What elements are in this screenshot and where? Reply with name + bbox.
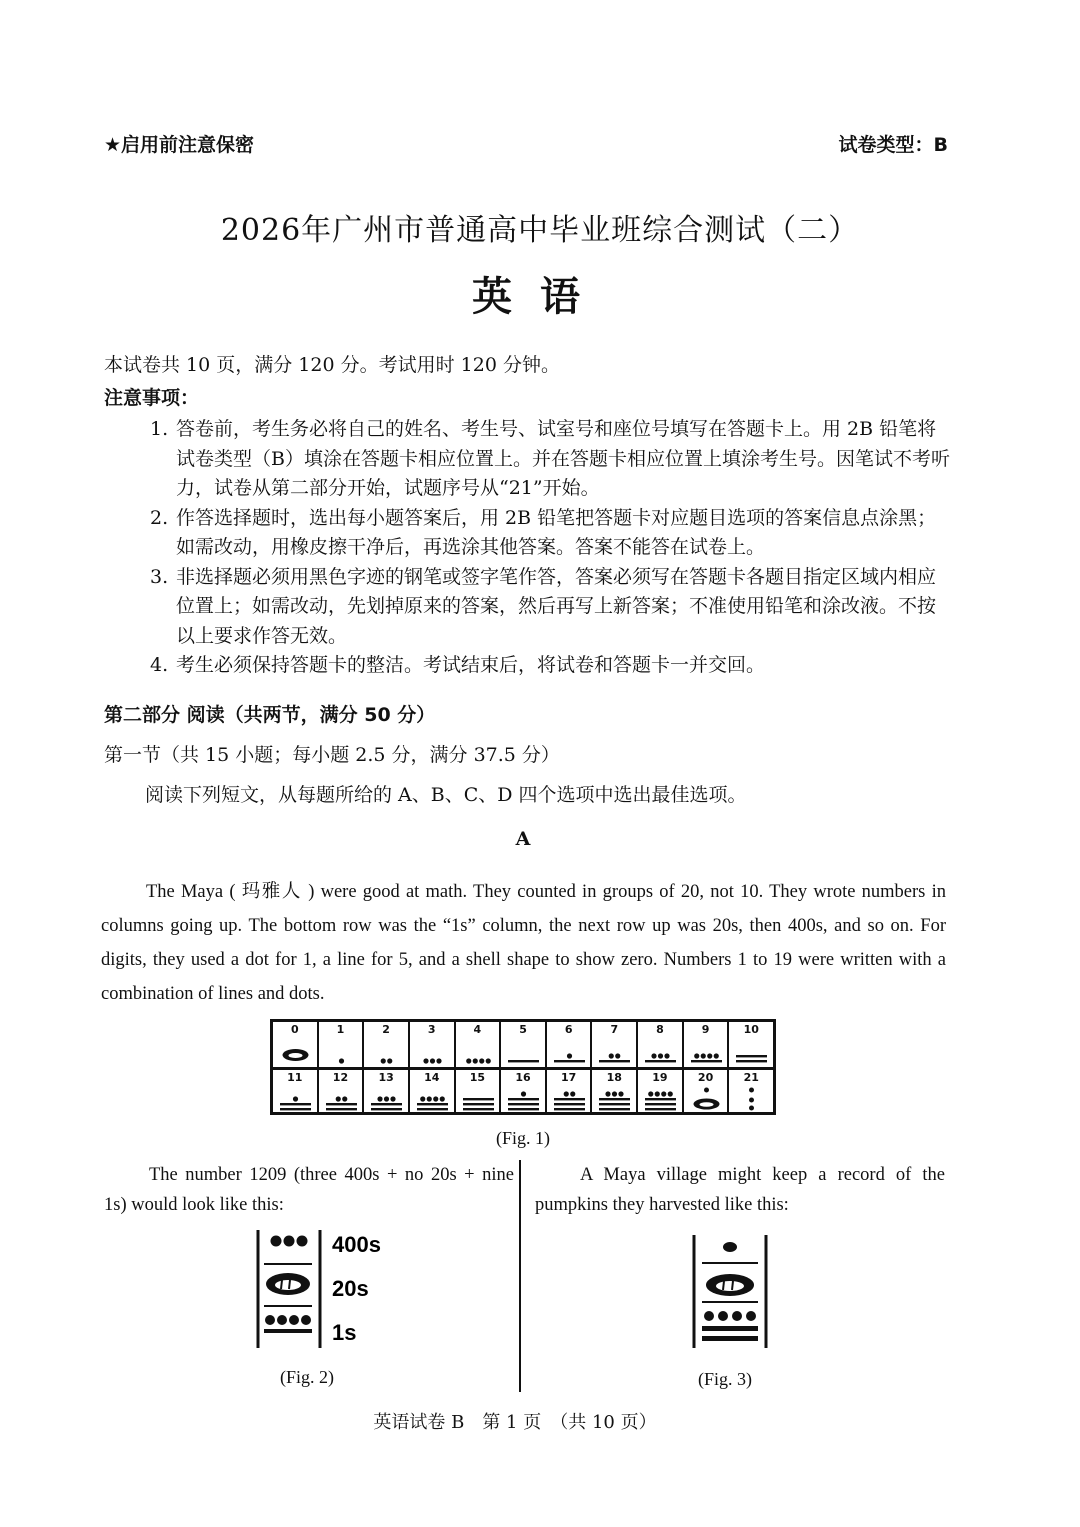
numeral-label: 3 bbox=[427, 1023, 436, 1036]
numeral-label: 11 bbox=[287, 1071, 303, 1084]
notice-list bbox=[150, 415, 950, 681]
numeral-label: 12 bbox=[332, 1071, 349, 1084]
paper-type: 试卷类型：B bbox=[838, 134, 948, 156]
numeral-cell bbox=[592, 1070, 638, 1115]
numeral-cell bbox=[364, 1022, 410, 1067]
fig1-caption: (Fig. 1) bbox=[496, 1128, 550, 1148]
numeral-label: 20 bbox=[697, 1071, 714, 1084]
intro-text: 本试卷共 10 页，满分 120 分。考试用时 120 分钟。 bbox=[104, 354, 560, 376]
numeral-label: 9 bbox=[701, 1023, 710, 1036]
subject-title: 英语 bbox=[472, 274, 608, 320]
numeral-cell bbox=[273, 1070, 319, 1115]
exam-title: 2026年广州市普通高中毕业班综合测试（二） bbox=[220, 213, 860, 248]
numeral-cell bbox=[638, 1022, 684, 1067]
left-column-text: The number 1209 (three 400s + no 20s + nine 1s) would look like this: bbox=[104, 1165, 514, 1215]
numeral-label: 16 bbox=[515, 1071, 531, 1084]
passage-paragraph: The Maya ( 玛雅人 ) were good at math. They counted in groups of 20, not 10. They wrote numbers in columns going up. The bottom row was the “1s” column, the next row up was 20s, then 400s, and so on. For digits, they used a dot for 1, a line for 5, and a shell shape to show zero. Numbers 1 to 19 were written with a combination of lines and dots. bbox=[101, 882, 946, 1004]
numeral-cell bbox=[729, 1022, 773, 1067]
numeral-label: 2 bbox=[382, 1023, 390, 1036]
fig2-label-20s: 20s bbox=[332, 1276, 369, 1301]
numeral-cell bbox=[729, 1070, 773, 1115]
numeral-label: 1 bbox=[336, 1023, 345, 1036]
notice-item: 4. 考生必须保持答题卡的整洁。考试结束后，将试卷和答题卡一并交回。 bbox=[150, 654, 766, 676]
four-dots-icon bbox=[704, 1311, 756, 1321]
five-bar-icon bbox=[264, 1329, 312, 1333]
numeral-row bbox=[273, 1067, 773, 1115]
right-column-text: A Maya village might keep a record of the pumpkins they harvested like this: bbox=[535, 1165, 945, 1215]
notice-item: 2. 作答选择题时，选出每小题答案后，用 2B 铅笔把答题卡对应题目选项的答案信息点涂黑；如需改动，用橡皮擦干净后，再选涂其他答案。答案不能答在试卷上。 bbox=[150, 506, 937, 558]
numeral-label: 21 bbox=[743, 1071, 759, 1084]
numeral-label: 10 bbox=[743, 1023, 759, 1036]
maya-numeral-table bbox=[270, 1019, 776, 1115]
notice-item: 1. 答卷前，考生务必将自己的姓名、考生号、试室号和座位号填写在答题卡上。用 2B 铅笔将试卷类型（B）填涂在答题卡相应位置上。并在答题卡相应位置上填涂考生号。因笔试不考听力，试卷从第二部分开始，试题序号从“21”开始。 bbox=[150, 418, 950, 499]
numeral-cell bbox=[547, 1022, 593, 1067]
two-bars-icon bbox=[702, 1326, 758, 1341]
numeral-label: 18 bbox=[606, 1071, 622, 1084]
part-heading: 第二部分 阅读（共两节，满分 50 分） bbox=[104, 704, 436, 726]
numeral-cell bbox=[319, 1022, 365, 1067]
notice-item: 3. 非选择题必须用黑色字迹的钢笔或签字笔作答，答案必须写在答题卡各题目指定区域内相应位置上；如需改动，先划掉原来的答案，然后再写上新答案；不准使用铅笔和涂改液。不按以上要求作答无效。 bbox=[150, 565, 937, 647]
column-divider bbox=[519, 1160, 521, 1392]
numeral-cell bbox=[364, 1070, 410, 1115]
numeral-label: 17 bbox=[561, 1071, 577, 1084]
numeral-label: 4 bbox=[473, 1023, 482, 1036]
numeral-cell bbox=[501, 1070, 547, 1115]
numeral-label: 14 bbox=[424, 1071, 440, 1084]
fig3-maya-record bbox=[690, 1233, 770, 1353]
numeral-cell bbox=[410, 1070, 456, 1115]
numeral-row bbox=[273, 1022, 773, 1067]
numeral-label: 15 bbox=[469, 1071, 486, 1084]
fig3-caption: (Fig. 3) bbox=[698, 1369, 752, 1389]
shell-zero-icon bbox=[266, 1273, 310, 1295]
numeral-cell bbox=[501, 1022, 547, 1067]
numeral-label: 7 bbox=[610, 1023, 619, 1036]
numeral-label: 0 bbox=[290, 1023, 299, 1036]
numeral-label: 13 bbox=[378, 1071, 394, 1084]
fig2-maya-1209 bbox=[250, 1228, 390, 1353]
notice-heading: 注意事项： bbox=[104, 387, 200, 409]
numeral-cell bbox=[684, 1070, 730, 1115]
passage-letter: A bbox=[515, 828, 531, 850]
numeral-cell bbox=[456, 1070, 502, 1115]
one-dot-icon bbox=[723, 1242, 737, 1252]
numeral-label: 5 bbox=[519, 1023, 527, 1036]
section-heading: 第一节（共 15 小题；每小题 2.5 分，满分 37.5 分） bbox=[104, 744, 560, 766]
numeral-cell bbox=[684, 1022, 730, 1067]
instruction-text: 阅读下列短文，从每题所给的 A、B、C、D 四个选项中选出最佳选项。 bbox=[145, 784, 747, 806]
numeral-cell bbox=[456, 1022, 502, 1067]
numeral-cell bbox=[410, 1022, 456, 1067]
numeral-label: 6 bbox=[564, 1023, 573, 1036]
confidential-note: ★启用前注意保密 bbox=[104, 134, 255, 156]
numeral-label: 19 bbox=[652, 1071, 668, 1084]
numeral-cell bbox=[273, 1022, 319, 1067]
fig2-label-400s: 400s bbox=[332, 1232, 381, 1257]
numeral-label: 8 bbox=[656, 1023, 664, 1036]
fig2-label-1s: 1s bbox=[332, 1320, 357, 1345]
numeral-cell bbox=[592, 1022, 638, 1067]
four-dots-icon bbox=[265, 1315, 311, 1325]
numeral-cell bbox=[638, 1070, 684, 1115]
three-dots-icon bbox=[271, 1236, 308, 1247]
fig2-caption: (Fig. 2) bbox=[280, 1367, 334, 1387]
numeral-cell bbox=[319, 1070, 365, 1115]
numeral-cell bbox=[547, 1070, 593, 1115]
page-footer: 英语试卷 B 第 1 页 （共 10 页） bbox=[373, 1412, 657, 1433]
shell-zero-icon bbox=[706, 1274, 754, 1296]
